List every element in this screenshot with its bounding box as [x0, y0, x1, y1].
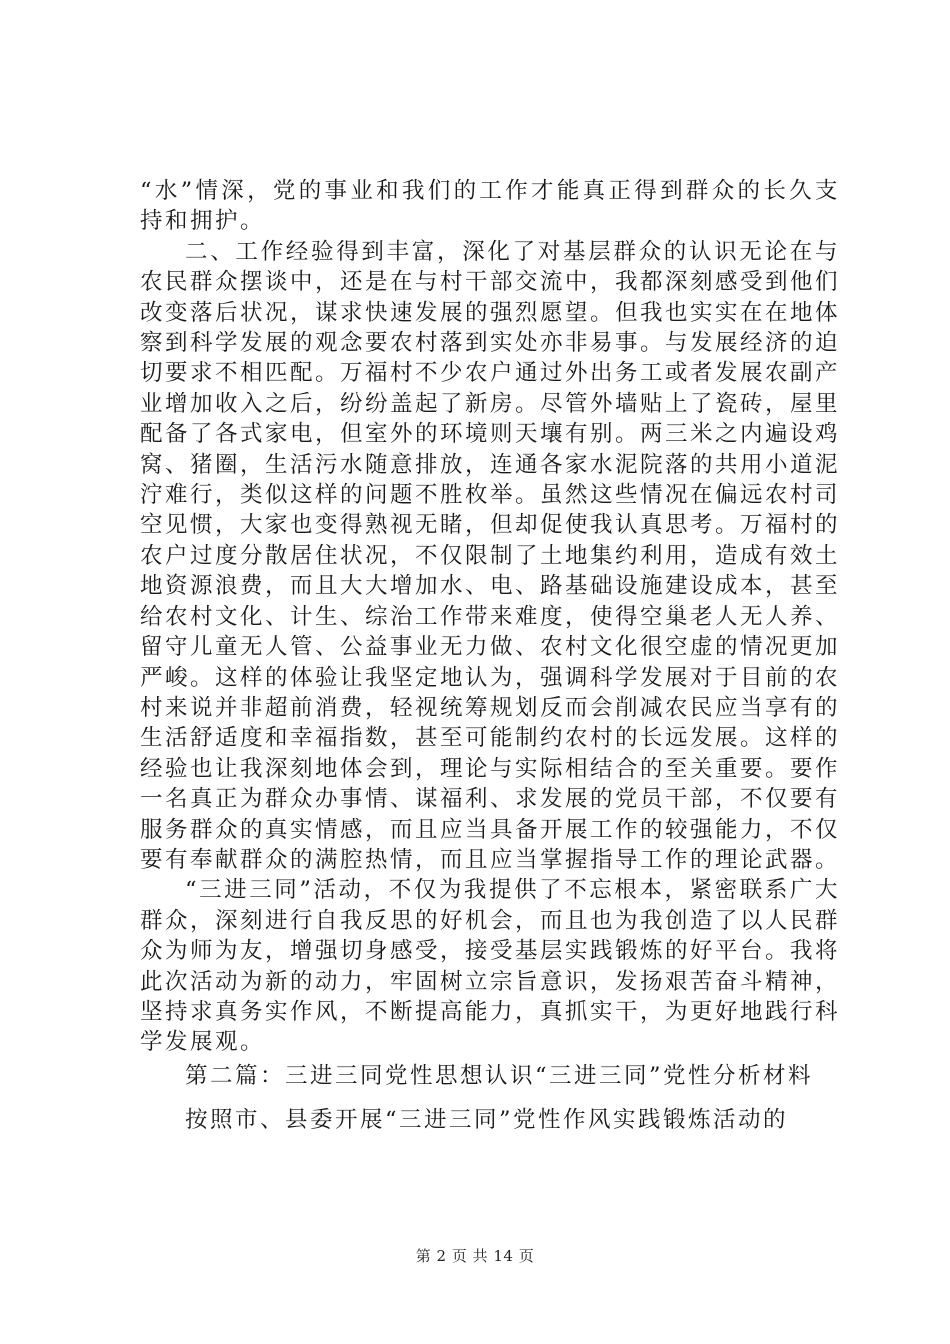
paragraph-activity-summary: “三进三同”活动，不仅为我提供了不忘根本，紧密联系广大群众，深刻进行自我反思的好机会，而且也为我创造了以人民群众为师为友，增强切身感受，接受基层实践锻炼的好平台。我将此次活动为新的动力，牢固树立宗旨意识，发扬艰苦奋斗精神，坚持求真务实作风，不断提高能力，真抓实干，为更好地践行科学发展观。 [140, 877, 841, 1056]
paragraph-next-start: 按照市、县委开展“三进三同”党性作风实践锻炼活动的 [185, 1106, 789, 1133]
paragraph-work-experience: 二、工作经验得到丰富，深化了对基层群众的认识无论在与农民群众摆谈中，还是在与村干部交流中，我都深刻感受到他们改变落后状况，谋求快速发展的强烈愿望。但我也实实在在地体察到科学发展的观念要农村落到实处亦非易事。与发展经济的迫切要求不相匹配。万福村不少农户通过外出务工或者发展农副产业增加收入之后，纷纷盖起了新房。尽管外墙贴上了瓷砖，屋里配备了各式家电，但室外的环境则天壤有别。两三米之内遍设鸡窝、猪圈，生活污水随意排放，连通各家水泥院落的共用小道泥泞难行，类似这样的问题不胜枚举。虽然这些情况在偏远农村司空见惯，大家也变得熟视无睹，但却促使我认真思考。万福村的农户过度分散居住状况，不仅限制了土地集约利用，造成有效土地资源浪费，而且大大增加水、电、路基础设施建设成本，甚至给农村文化、计生、综治工作带来难度，使得空巢老人无人养、留守儿童无人管、公益事业无力做、农村文化很空虚的情况更加严峻。这样的体验让我坚定地认为，强调科学发展对于目前的农村来说并非超前消费，轻视统筹规划反而会削减农民应当享有的生活舒适度和幸福指数，甚至可能制约农村的长远发展。这样的经验也让我深刻地体会到，理论与实际相结合的至关重要。要作一名真正为群众办事情、谋福利、求发展的党员干部，不仅要有服务群众的真实情感，而且应当具备开展工作的较强能力，不仅要有奉献群众的满腔热情，而且应当掌握指导工作的理论武器。 [140, 238, 841, 873]
document-body [140, 176, 840, 1138]
section-heading: 第二篇：三进三同党性思想认识“三进三同”党性分析材料 [185, 1062, 814, 1089]
page-number-footer: 第 2 页 共 14 页 [415, 1247, 535, 1265]
paragraph-continuation: “水”情深，党的事业和我们的工作才能真正得到群众的长久支持和拥护。 [140, 178, 840, 235]
